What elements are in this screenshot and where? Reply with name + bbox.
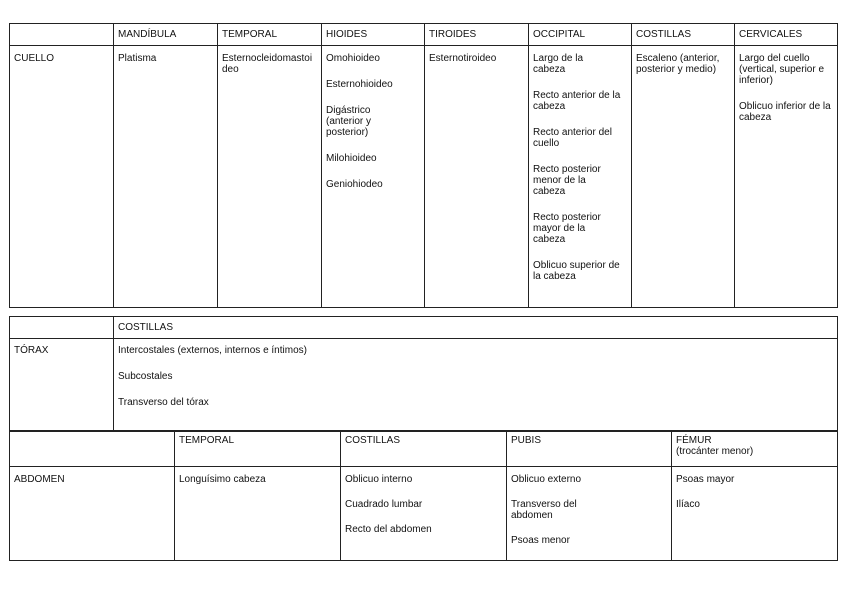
muscle-cell bbox=[341, 467, 507, 561]
header-cell: TIROIDES bbox=[425, 24, 529, 46]
header-cell: COSTILLAS bbox=[341, 431, 507, 467]
header-cell: PUBIS bbox=[507, 431, 672, 467]
muscle-item: Intercostales (externos, internos e íntimos) bbox=[118, 345, 307, 356]
muscle-cell bbox=[114, 339, 838, 432]
muscle-item: Ilíaco bbox=[676, 499, 700, 510]
muscle-cell bbox=[322, 46, 425, 308]
muscle-item: Longuísimo cabeza bbox=[179, 474, 266, 485]
muscle-item: Transverso del tórax bbox=[118, 397, 209, 408]
cuello-header-row bbox=[10, 24, 838, 46]
muscle-item: Largo de la cabeza bbox=[533, 53, 584, 75]
muscle-cell bbox=[507, 467, 672, 561]
muscle-item: Omohioideo bbox=[326, 53, 380, 64]
cuello-table bbox=[9, 23, 838, 308]
muscle-item: Oblicuo interno bbox=[345, 474, 413, 485]
header-cell bbox=[10, 431, 175, 467]
muscle-item: Subcostales bbox=[118, 371, 173, 382]
muscle-item: Cuadrado lumbar bbox=[345, 499, 423, 510]
row-label: ABDOMEN bbox=[10, 467, 175, 561]
muscle-cell bbox=[218, 46, 322, 308]
muscle-item: Transverso del abdomen bbox=[511, 499, 577, 521]
row-label: TÓRAX bbox=[10, 339, 114, 432]
muscle-cell bbox=[735, 46, 838, 308]
header-cell: COSTILLAS bbox=[114, 317, 838, 339]
muscle-cell bbox=[425, 46, 529, 308]
muscle-item: Recto del abdomen bbox=[345, 524, 432, 535]
muscle-item: Oblicuo superior de la cabeza bbox=[533, 260, 620, 282]
muscle-item: Esternohioideo bbox=[326, 79, 393, 90]
muscle-cell bbox=[672, 467, 838, 561]
abdomen-body-row bbox=[10, 467, 838, 561]
abdomen-header-row bbox=[10, 431, 838, 467]
muscle-item: Recto anterior de la cabeza bbox=[533, 90, 621, 112]
header-cell: TEMPORAL bbox=[175, 431, 341, 467]
header-cell: COSTILLAS bbox=[632, 24, 735, 46]
muscle-item: Esternocleidomastoideo bbox=[222, 53, 313, 75]
muscle-item: Geniohiodeo bbox=[326, 179, 383, 190]
muscle-item: Platisma bbox=[118, 53, 157, 64]
muscle-cell bbox=[114, 46, 218, 308]
muscle-cell bbox=[632, 46, 735, 308]
header-cell: MANDÍBULA bbox=[114, 24, 218, 46]
row-label: CUELLO bbox=[10, 46, 114, 308]
muscle-item: Recto anterior del cuello bbox=[533, 127, 612, 149]
muscle-item: Recto posterior menor de la cabeza bbox=[533, 164, 601, 197]
torax-header-row bbox=[10, 317, 838, 339]
muscle-item: Escaleno (anterior, posterior y medio) bbox=[636, 53, 720, 75]
muscle-cell bbox=[175, 467, 341, 561]
torax-body-row bbox=[10, 339, 838, 432]
abdomen-table bbox=[9, 430, 838, 561]
torax-table bbox=[9, 316, 838, 432]
cuello-body-row bbox=[10, 46, 838, 308]
muscle-item: Psoas mayor bbox=[676, 474, 735, 485]
header-cell bbox=[10, 24, 114, 46]
muscle-item: Largo del cuello (vertical, superior e inferior) bbox=[739, 53, 825, 86]
header-cell bbox=[10, 317, 114, 339]
muscle-item: Esternotiroideo bbox=[429, 53, 497, 64]
header-cell: HIOIDES bbox=[322, 24, 425, 46]
header-cell: FÉMUR (trocánter menor) bbox=[672, 431, 838, 467]
muscle-item: Psoas menor bbox=[511, 535, 570, 546]
muscle-item: Milohioideo bbox=[326, 153, 377, 164]
muscle-item: Oblicuo externo bbox=[511, 474, 582, 485]
muscle-item: Digástrico (anterior y posterior) bbox=[326, 105, 372, 138]
header-cell: OCCIPITAL bbox=[529, 24, 632, 46]
header-cell: CERVICALES bbox=[735, 24, 838, 46]
muscle-item: Recto posterior mayor de la cabeza bbox=[533, 212, 601, 245]
muscle-cell bbox=[529, 46, 632, 308]
header-cell: TEMPORAL bbox=[218, 24, 322, 46]
muscle-item: Oblicuo inferior de la cabeza bbox=[739, 101, 831, 123]
